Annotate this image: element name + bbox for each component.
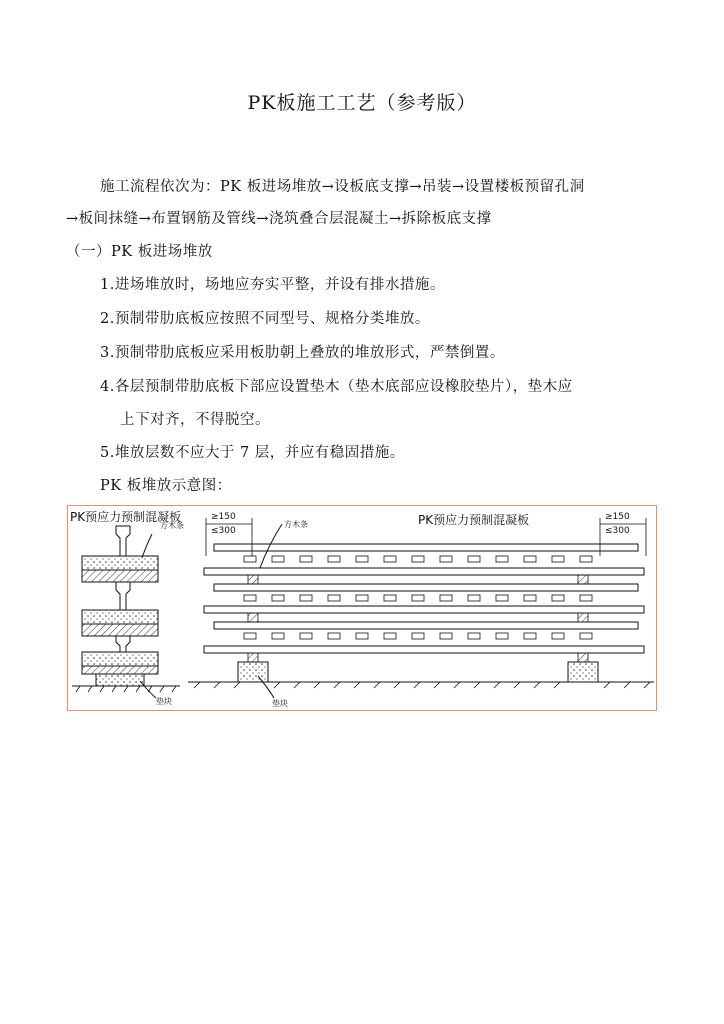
- precast-slab: [82, 556, 158, 570]
- stacking-diagram-svg: [68, 506, 658, 712]
- left-wood-label: 方木条: [160, 521, 184, 530]
- dim-left-bottom: ≤300: [211, 526, 236, 536]
- leader-line: [260, 524, 282, 568]
- ground-hatch: [194, 682, 650, 688]
- wood-bearer: [82, 624, 158, 636]
- precast-slab: [204, 646, 644, 653]
- section-heading: （一）PK 板进场堆放: [66, 244, 213, 260]
- page-title: PK板施工工艺（参考版）: [247, 92, 477, 114]
- precast-slab: [204, 568, 644, 575]
- left-pad-label: 垫块: [156, 697, 172, 706]
- dim-left-top: ≥150: [211, 512, 236, 522]
- wood-bearer: [82, 570, 158, 582]
- rib-profile: [116, 526, 130, 556]
- list-item: 5.堆放层数不应大于 7 层，并应有稳固措施。: [100, 445, 405, 461]
- dim-right-top: ≥150: [605, 512, 630, 522]
- rib-profile: [116, 636, 130, 652]
- rib-top: [214, 544, 638, 551]
- rib-top: [214, 584, 638, 591]
- list-item: 3.预制带肋底板应采用板肋朝上叠放的堆放形式，严禁倒置。: [100, 345, 505, 361]
- wood-bearer: [578, 613, 588, 622]
- list-item: 2.预制带肋底板应按照不同型号、规格分类堆放。: [100, 311, 430, 327]
- wood-bearer: [578, 653, 588, 662]
- rib-openings: [244, 556, 592, 562]
- precast-slab: [82, 652, 158, 666]
- left-plate-label: PK预应力预制混凝板: [70, 510, 182, 524]
- pad-block: [238, 662, 268, 682]
- elevation-view: [188, 512, 654, 708]
- rib-openings: [244, 595, 592, 601]
- precast-slab: [82, 610, 158, 624]
- stacking-diagram: [67, 505, 657, 711]
- rib-top: [214, 622, 638, 629]
- wood-bearer: [248, 653, 258, 662]
- cross-section-stack: [70, 509, 184, 706]
- rib-openings: [244, 633, 592, 639]
- rib-profile: [116, 582, 130, 610]
- wood-bearer: [82, 666, 158, 674]
- dim-right-bottom: ≤300: [605, 526, 630, 536]
- leader-line: [142, 534, 152, 558]
- ground-hatch: [76, 686, 176, 692]
- precast-slab: [204, 606, 644, 613]
- pad-block: [568, 662, 598, 682]
- list-item: 4.各层预制带肋底板下部应设置垫木（垫木底部应设橡胶垫片），垫木应: [100, 379, 573, 395]
- right-plate-label: PK预应力预制混凝板: [418, 513, 530, 527]
- leader-line: [140, 681, 156, 698]
- list-item-continuation: 上下对齐，不得脱空。: [120, 412, 270, 428]
- intro-line-2: →板间抹缝→布置钢筋及管线→浇筑叠合层混凝土→拆除板底支撑: [66, 211, 492, 227]
- list-item: 1.进场堆放时，场地应夯实平整，并设有排水措施。: [100, 277, 445, 293]
- wood-bearer: [578, 575, 588, 584]
- figure-caption: PK 板堆放示意图：: [100, 478, 232, 494]
- wood-bearer: [248, 575, 258, 584]
- intro-line-1: 施工流程依次为：PK 板进场堆放→设板底支撑→吊装→设置楼板预留孔洞: [100, 179, 585, 195]
- right-wood-label: 方木条: [284, 520, 308, 529]
- wood-bearer: [248, 613, 258, 622]
- right-pad-label: 垫块: [272, 699, 288, 708]
- pad-block: [96, 674, 144, 686]
